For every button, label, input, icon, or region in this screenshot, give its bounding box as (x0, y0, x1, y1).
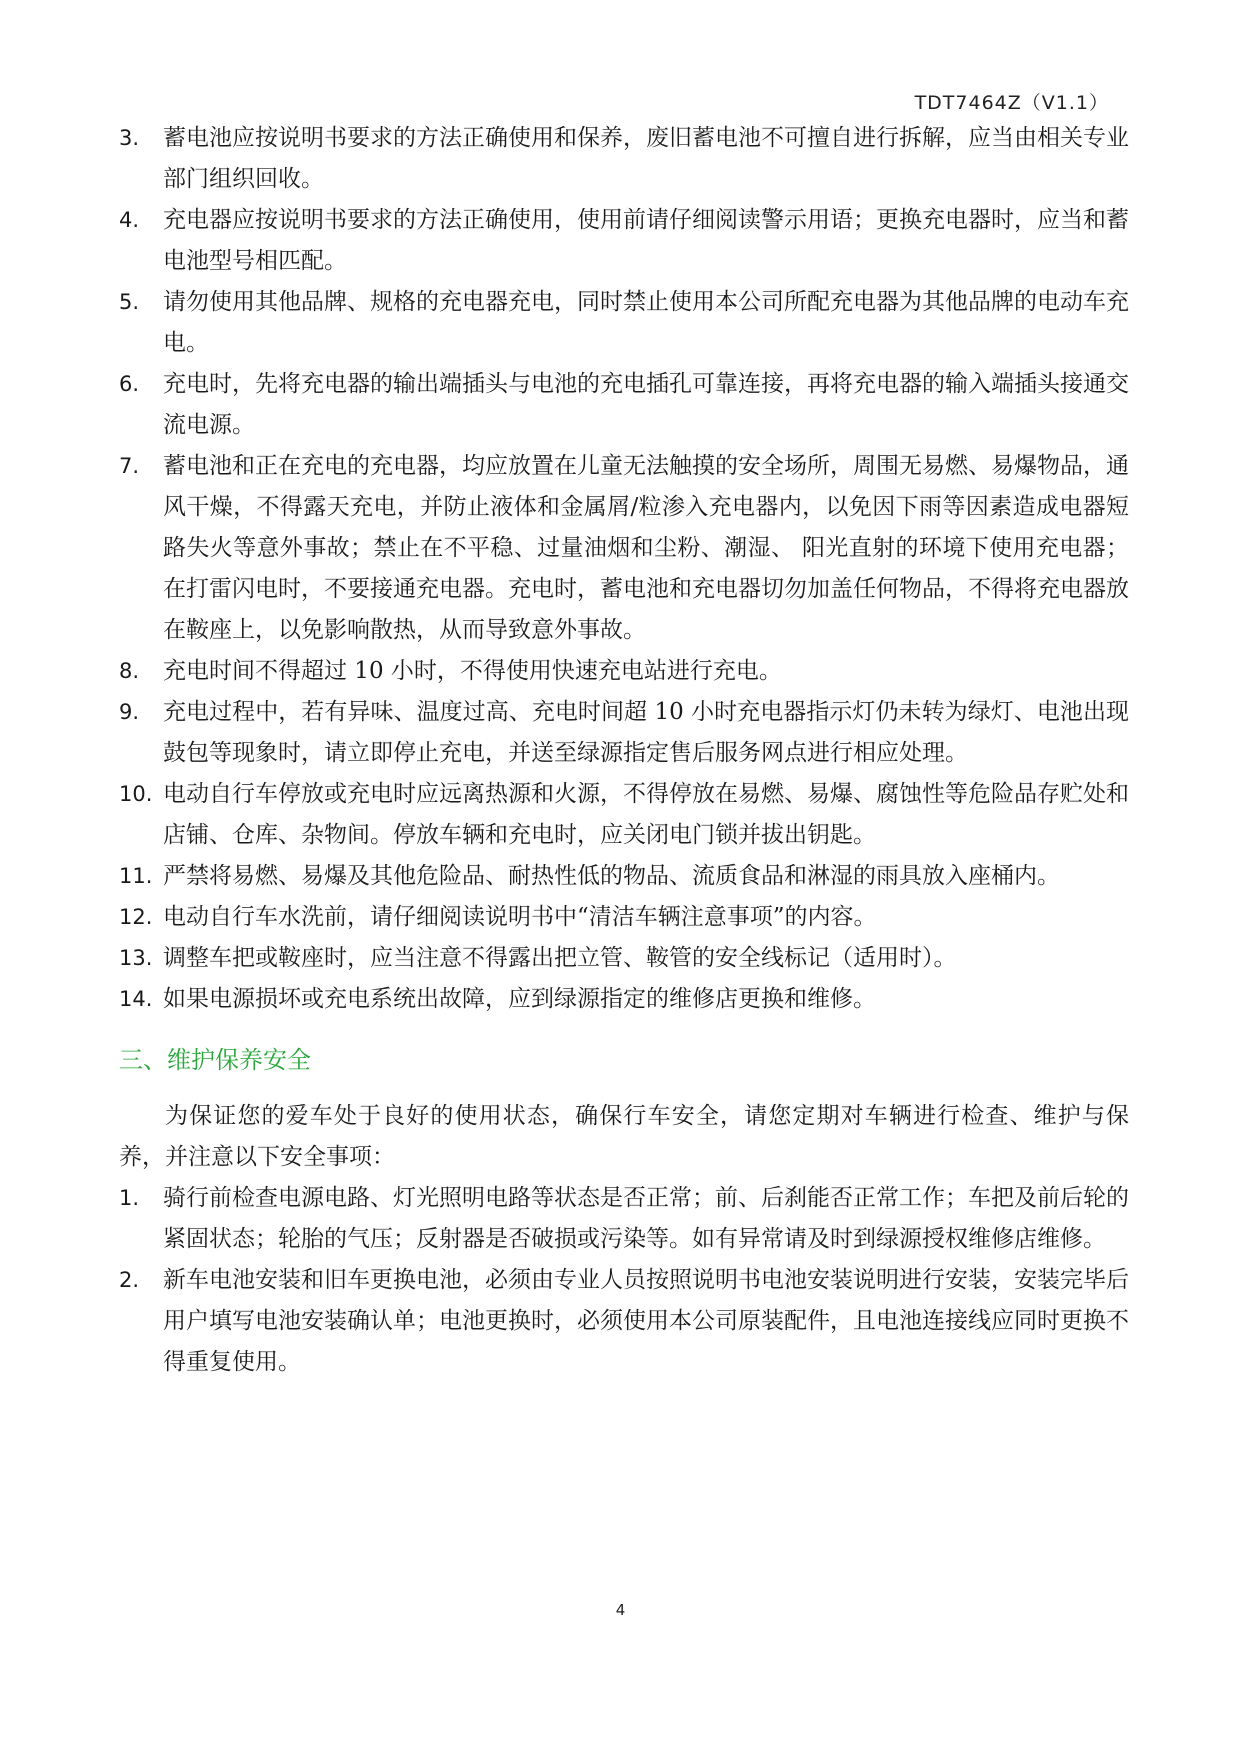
list-item-number: 4. (119, 208, 140, 232)
list-item-text: 如果电源损坏或充电系统出故障，应到绿源指定的维修店更换和维修。 (163, 986, 876, 1012)
list-item (119, 1178, 1129, 1260)
list-item (119, 200, 1129, 282)
list-item-number: 2. (119, 1268, 140, 1292)
list-item-text: 充电器应按说明书要求的方法正确使用，使用前请仔细阅读警示用语；更换充电器时，应当和蓄电池型号相匹配。 (163, 207, 1129, 274)
page-content (119, 118, 1129, 1383)
list-item-number: 11. (119, 864, 153, 888)
list-item (119, 282, 1129, 364)
list-item-text: 电动自行车水洗前，请仔细阅读说明书中“清洁车辆注意事项”的内容。 (163, 904, 877, 930)
list-item (119, 856, 1129, 897)
list-item-number: 7. (119, 454, 140, 478)
document-code: TDT7464Z（V1.1） (914, 92, 1109, 114)
list-item (119, 938, 1129, 979)
list-item-text: 充电时间不得超过 10 小时，不得使用快速充电站进行充电。 (163, 658, 782, 684)
list-item-text: 严禁将易燃、易爆及其他危险品、耐热性低的物品、流质食品和淋湿的雨具放入座桶内。 (163, 863, 1060, 889)
page-number: 4 (615, 1601, 626, 1619)
list-item-number: 12. (119, 905, 153, 929)
list-item-text: 请勿使用其他品牌、规格的充电器充电，同时禁止使用本公司所配充电器为其他品牌的电动车充电。 (163, 289, 1129, 356)
list-item (119, 774, 1129, 856)
section-intro: 为保证您的爱车处于良好的使用状态，确保行车安全，请您定期对车辆进行检查、维护与保养，并注意以下安全事项： (119, 1103, 1129, 1170)
list-item-text: 充电时，先将充电器的输出端插头与电池的充电插孔可靠连接，再将充电器的输入端插头接通交流电源。 (163, 371, 1129, 438)
list-item-text: 蓄电池和正在充电的充电器，均应放置在儿童无法触摸的安全场所，周围无易燃、易爆物品，通风干燥，不得露天充电，并防止液体和金属屑/粒渗入充电器内，以免因下雨等因素造成电器短路失火等意外事故；禁止在不平稳、过量油烟和尘粉、潮湿、 阳光直射的环境下使用充电器；在打雷闪电时，不要接通充电器。充电时，蓄电池和充电器切勿加盖任何物品，不得将充电器放在鞍座上，以免影响散热，从而导致意外事故。 (163, 453, 1129, 643)
list-item (119, 1260, 1129, 1383)
list-item-number: 8. (119, 659, 140, 683)
list-item-text: 蓄电池应按说明书要求的方法正确使用和保养，废旧蓄电池不可擅自进行拆解，应当由相关专业部门组织回收。 (163, 125, 1129, 192)
list-item-text: 骑行前检查电源电路、灯光照明电路等状态是否正常；前、后刹能否正常工作；车把及前后轮的紧固状态；轮胎的气压；反射器是否破损或污染等。如有异常请及时到绿源授权维修店维修。 (163, 1185, 1129, 1252)
list-item-number: 1. (119, 1186, 140, 1210)
list-item-number: 13. (119, 946, 153, 970)
list-item (119, 118, 1129, 200)
list-item (119, 692, 1129, 774)
section-heading: 三、维护保养安全 (119, 1046, 311, 1074)
list-item (119, 651, 1129, 692)
list-item-text: 充电过程中，若有异味、温度过高、充电时间超 10 小时充电器指示灯仍未转为绿灯、电池出现鼓包等现象时，请立即停止充电，并送至绿源指定售后服务网点进行相应处理。 (163, 699, 1129, 766)
list-item-number: 10. (119, 782, 153, 806)
list-item-number: 5. (119, 290, 140, 314)
list-item-text: 调整车把或鞍座时，应当注意不得露出把立管、鞍管的安全线标记（适用时）。 (163, 945, 957, 971)
list-item-number: 3. (119, 126, 140, 150)
list-item (119, 446, 1129, 651)
list-item-text: 新车电池安装和旧车更换电池，必须由专业人员按照说明书电池安装说明进行安装，安装完毕后用户填写电池安装确认单；电池更换时，必须使用本公司原装配件，且电池连接线应同时更换不得重复使用。 (163, 1267, 1129, 1375)
list-item (119, 979, 1129, 1020)
list-item-number: 6. (119, 372, 140, 396)
list-item-number: 14. (119, 987, 153, 1011)
list-item (119, 897, 1129, 938)
list-item (119, 364, 1129, 446)
list-item-number: 9. (119, 700, 140, 724)
list-item-text: 电动自行车停放或充电时应远离热源和火源，不得停放在易燃、易爆、腐蚀性等危险品存贮处和店铺、仓库、杂物间。停放车辆和充电时，应关闭电门锁并拔出钥匙。 (163, 781, 1129, 848)
